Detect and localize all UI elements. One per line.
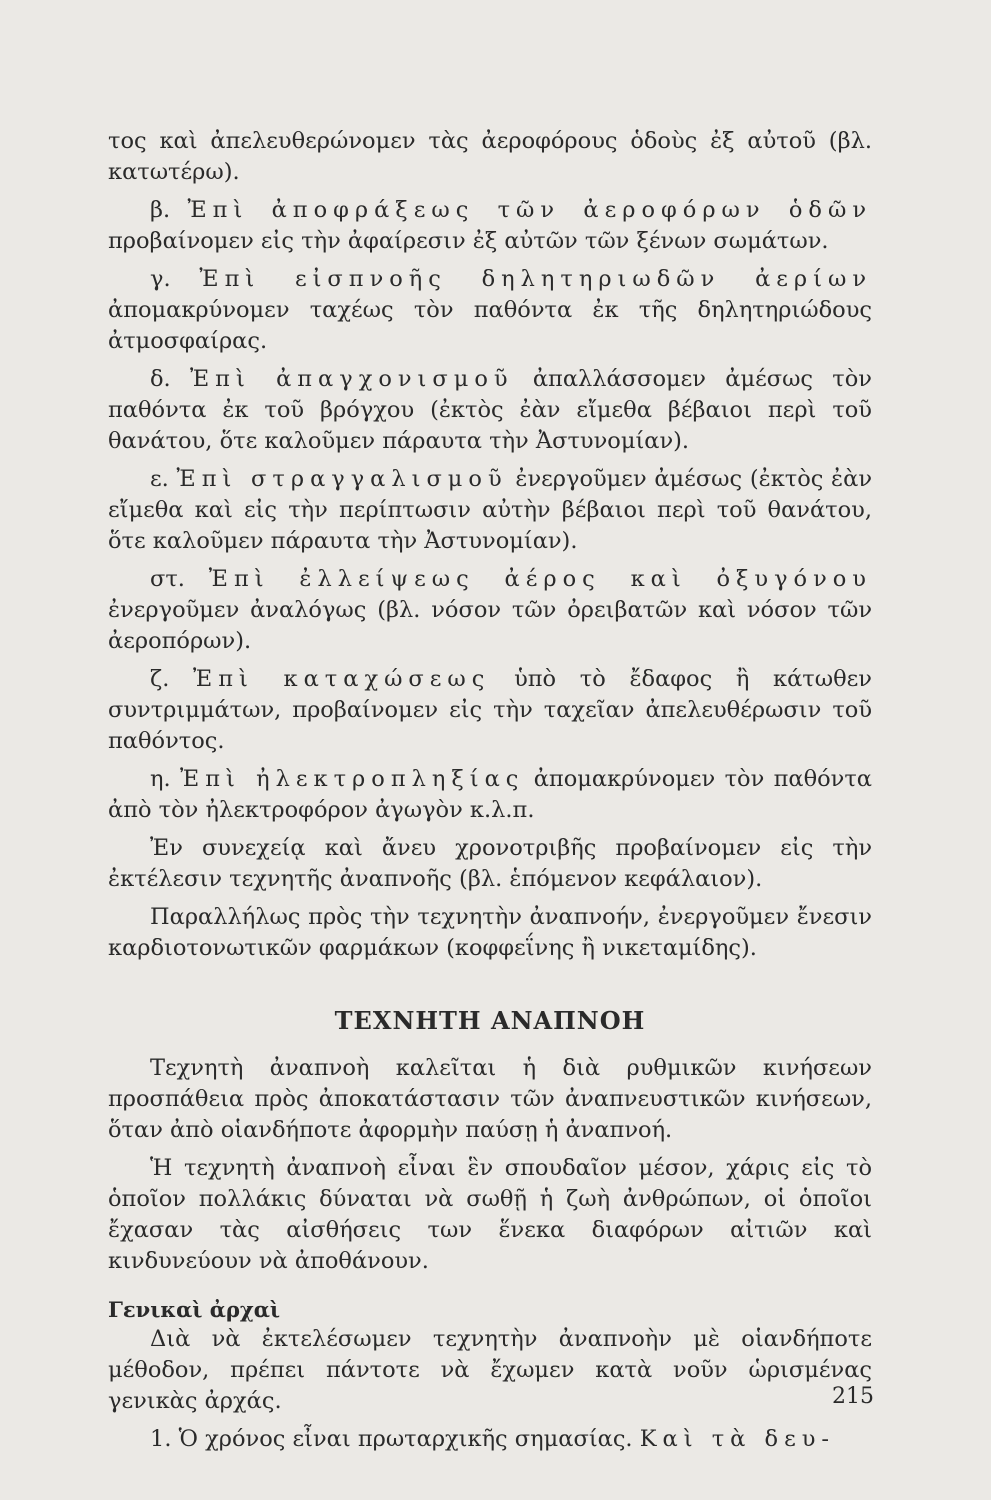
item-heading-spaced: Ἐπὶ ἀπαγχονισμοῦ (189, 366, 514, 392)
paragraph-synecheia: Ἐν συνεχείᾳ καὶ ἄνευ χρονοτριβῆς προβαίνομεν εἰς τὴν ἐκτέλεσιν τεχνητῆς ἀναπνοῆς (βλ. ἑπόμενον κεφάλαιον). (108, 835, 872, 892)
paragraph-point-1 (108, 1424, 872, 1455)
list-item-st (108, 564, 872, 657)
subheading: Γενικαὶ ἀρχαὶ (108, 1297, 281, 1322)
item-label: στ. (150, 566, 209, 592)
item-label: ζ. (150, 666, 194, 692)
list-item-i (108, 764, 872, 826)
point-spaced-text: Καὶ τὰ δευ- (639, 1426, 836, 1452)
page-number: 215 (832, 1384, 874, 1409)
item-text: ἐνεργοῦμεν ἀναλόγως (βλ. νόσον τῶν ὀρειβατῶν καὶ νόσον τῶν ἀεροπόρων). (108, 597, 872, 654)
item-label: ε. (150, 466, 177, 492)
list-item-d (108, 364, 872, 457)
list-item-e (108, 464, 872, 557)
paragraph-principles: Διὰ νὰ ἐκτελέσωμεν τεχνητὴν ἀναπνοὴν μὲ οἱανδήποτε μέθοδον, πρέπει πάντοτε νὰ ἔχωμεν κατὰ νοῦν ὡρισμένας γενικὰς ἀρχάς. (108, 1326, 872, 1414)
section-title: ΤΕΧΝΗΤΗ ΑΝΑΠΝΟΗ (334, 1006, 646, 1035)
item-text: προβαίνομεν εἰς τὴν ἀφαίρεσιν ἐξ αὐτῶν τῶν ξένων σωμάτων. (108, 228, 829, 254)
item-text: ἀπομακρύνομεν ταχέως τὸν παθόντα ἐκ τῆς δηλητηριώδους ἀτμοσφαίρας. (108, 297, 872, 354)
item-label: δ. (150, 366, 190, 392)
paragraph-continuation: τος καὶ ἀπελευθερώνομεν τὰς ἀεροφόρους ὁδοὺς ἐξ αὐτοῦ (βλ. κατωτέρω). (108, 128, 872, 185)
list-item-g (108, 264, 872, 357)
item-heading-spaced: Ἐπὶ ἠλεκτροπληξίας (180, 766, 525, 792)
paragraph-definition: Τεχνητὴ ἀναπνοὴ καλεῖται ἡ διὰ ρυθμικῶν κινήσεων προσπάθεια πρὸς ἀποκατάστασιν τῶν ἀναπνευστικῶν κινήσεων, ὅταν ἀπὸ οἱανδήποτε ἀφορμὴν παύσῃ ἡ ἀναπνοή. (108, 1055, 872, 1143)
item-heading-spaced: Ἐπὶ στραγγαλισμοῦ (176, 466, 508, 492)
item-heading-spaced: Ἐπὶ ἀποφράξεως τῶν ἀεροφόρων ὁδῶν (187, 197, 873, 223)
item-text: ἀπομακρύνομεν τὸν παθόντα ἀπὸ τὸν ἠλεκτροφόρον ἀγωγὸν κ.λ.π. (108, 766, 872, 823)
item-label: β. (150, 197, 188, 223)
item-heading-spaced: Ἐπὶ καταχώσεως (193, 666, 491, 692)
list-item-b (108, 195, 872, 257)
item-heading-spaced: Ἐπὶ εἰσπνοῆς δηλητηριωδῶν ἀερίων (199, 266, 872, 292)
item-text: ὑπὸ τὸ ἔδαφος ἢ κάτωθεν συντριμμάτων, προβαίνομεν εἰς τὴν ταχεῖαν ἀπελευθέρωσιν τοῦ παθόντος. (108, 666, 872, 754)
item-heading-spaced: Ἐπὶ ἐλλείψεως ἀέρος καὶ ὀξυγόνου (208, 566, 872, 592)
list-item-z (108, 664, 872, 757)
item-label: γ. (150, 266, 200, 292)
paragraph-parallilos: Παραλλήλως πρὸς τὴν τεχνητὴν ἀναπνοήν, ἐνεργοῦμεν ἔνεσιν καρδιοτονωτικῶν φαρμάκων (κοφφεΐνης ἢ νικεταμίδης). (108, 904, 872, 961)
point-text: 1. Ὁ χρόνος εἶναι πρωταρχικῆς σημασίας. (150, 1426, 640, 1452)
paragraph-importance: Ἡ τεχνητὴ ἀναπνοὴ εἶναι ἓν σπουδαῖον μέσον, χάρις εἰς τὸ ὁποῖον πολλάκις δύναται νὰ σωθῇ ἡ ζωὴ ἀνθρώπων, οἱ ὁποῖοι ἔχασαν τὰς αἰσθήσεις των ἕνεκα διαφόρων αἰτιῶν καὶ κινδυνεύουν νὰ ἀποθάνουν. (108, 1155, 872, 1274)
item-label: η. (150, 766, 180, 792)
item-text: ἐνεργοῦμεν ἀμέσως (ἐκτὸς ἐὰν εἴμεθα καὶ εἰς τὴν περίπτωσιν αὐτὴν βέβαιοι περὶ τοῦ θανάτου, ὅτε καλοῦμεν πάραυτα τὴν Ἀστυνομίαν). (108, 466, 873, 554)
item-text: ἀπαλλάσσομεν ἀμέσως τὸν παθόντα ἐκ τοῦ βρόγχου (ἐκτὸς ἐὰν εἴμεθα βέβαιοι περὶ τοῦ θανάτου, ὅτε καλοῦμεν πάραυτα τὴν Ἀστυνομίαν). (108, 366, 872, 454)
page-body (108, 126, 872, 1455)
